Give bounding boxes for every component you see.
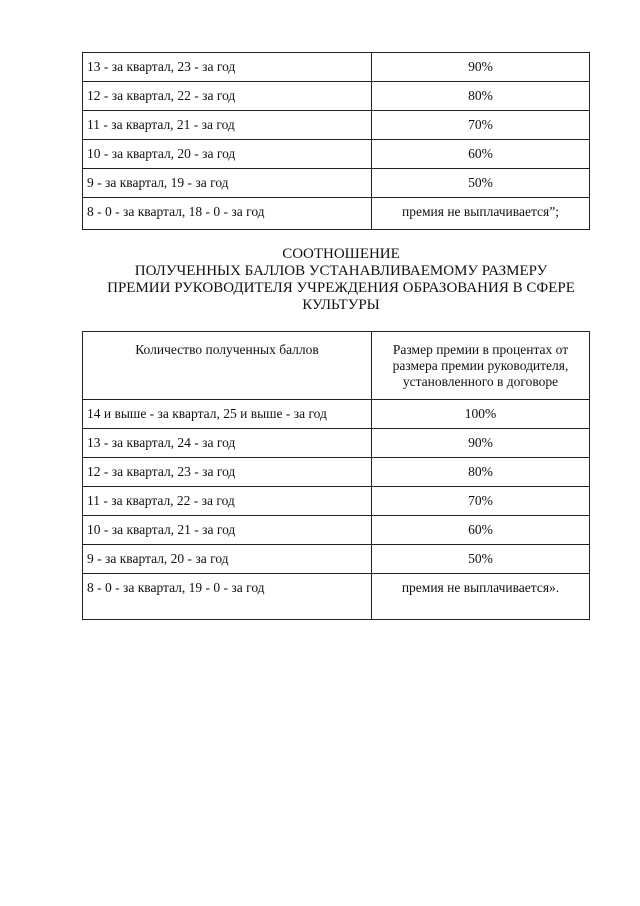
column-header-line: размера премии руководителя, <box>392 358 569 373</box>
bonus-cell: 80% <box>372 82 590 111</box>
table-row <box>83 140 590 169</box>
score-cell: 12 - за квартал, 23 - за год <box>83 458 372 487</box>
score-bonus-table <box>82 331 590 620</box>
table-row <box>83 574 590 620</box>
bonus-cell: 90% <box>372 429 590 458</box>
column-header-bonus <box>372 332 590 400</box>
score-cell: 8 - 0 - за квартал, 19 - 0 - за год <box>83 574 372 620</box>
bonus-cell: 60% <box>372 140 590 169</box>
bonus-cell: 50% <box>372 545 590 574</box>
score-cell: 9 - за квартал, 19 - за год <box>83 169 372 198</box>
column-header-line: установленного в договоре <box>402 374 559 389</box>
table-row <box>83 400 590 429</box>
bonus-cell: 70% <box>372 111 590 140</box>
section-title-line: ПОЛУЧЕННЫХ БАЛЛОВ УСТАНАВЛИВАЕМОМУ РАЗМЕРУ <box>134 263 548 279</box>
bonus-cell: 70% <box>372 487 590 516</box>
table-row <box>83 198 590 230</box>
table-row <box>83 487 590 516</box>
score-cell: 11 - за квартал, 22 - за год <box>83 487 372 516</box>
score-cell: 9 - за квартал, 20 - за год <box>83 545 372 574</box>
score-cell: 12 - за квартал, 22 - за год <box>83 82 372 111</box>
table-row <box>83 169 590 198</box>
table-row <box>83 458 590 487</box>
table-row <box>83 53 590 82</box>
score-cell: 10 - за квартал, 21 - за год <box>83 516 372 545</box>
score-cell: 14 и выше - за квартал, 25 и выше - за год <box>83 400 372 429</box>
table-row <box>83 82 590 111</box>
bonus-cell: 90% <box>372 53 590 82</box>
score-bonus-table-continued <box>82 52 590 230</box>
bonus-cell: 80% <box>372 458 590 487</box>
score-cell: 8 - 0 - за квартал, 18 - 0 - за год <box>83 198 372 230</box>
column-header-score: Количество полученных баллов <box>83 332 372 400</box>
table-row <box>83 516 590 545</box>
score-cell: 13 - за квартал, 24 - за год <box>83 429 372 458</box>
score-cell: 11 - за квартал, 21 - за год <box>83 111 372 140</box>
bonus-cell: премия не выплачивается». <box>372 574 590 620</box>
score-cell: 13 - за квартал, 23 - за год <box>83 53 372 82</box>
column-header-line: Размер премии в процентах от <box>392 342 569 357</box>
bonus-cell: 60% <box>372 516 590 545</box>
table-row <box>83 111 590 140</box>
bonus-cell: 100% <box>372 400 590 429</box>
section-title <box>82 246 600 314</box>
section-title-line: ПРЕМИИ РУКОВОДИТЕЛЯ УЧРЕЖДЕНИЯ ОБРАЗОВАНИЯ В СФЕРЕ <box>107 280 575 296</box>
section-title-line: КУЛЬТУРЫ <box>302 297 380 313</box>
score-cell: 10 - за квартал, 20 - за год <box>83 140 372 169</box>
bonus-cell: 50% <box>372 169 590 198</box>
table-row <box>83 429 590 458</box>
section-title-line: СООТНОШЕНИЕ <box>282 246 400 262</box>
bonus-cell: премия не выплачивается”; <box>372 198 590 230</box>
table-header-row <box>83 332 590 400</box>
table-row <box>83 545 590 574</box>
